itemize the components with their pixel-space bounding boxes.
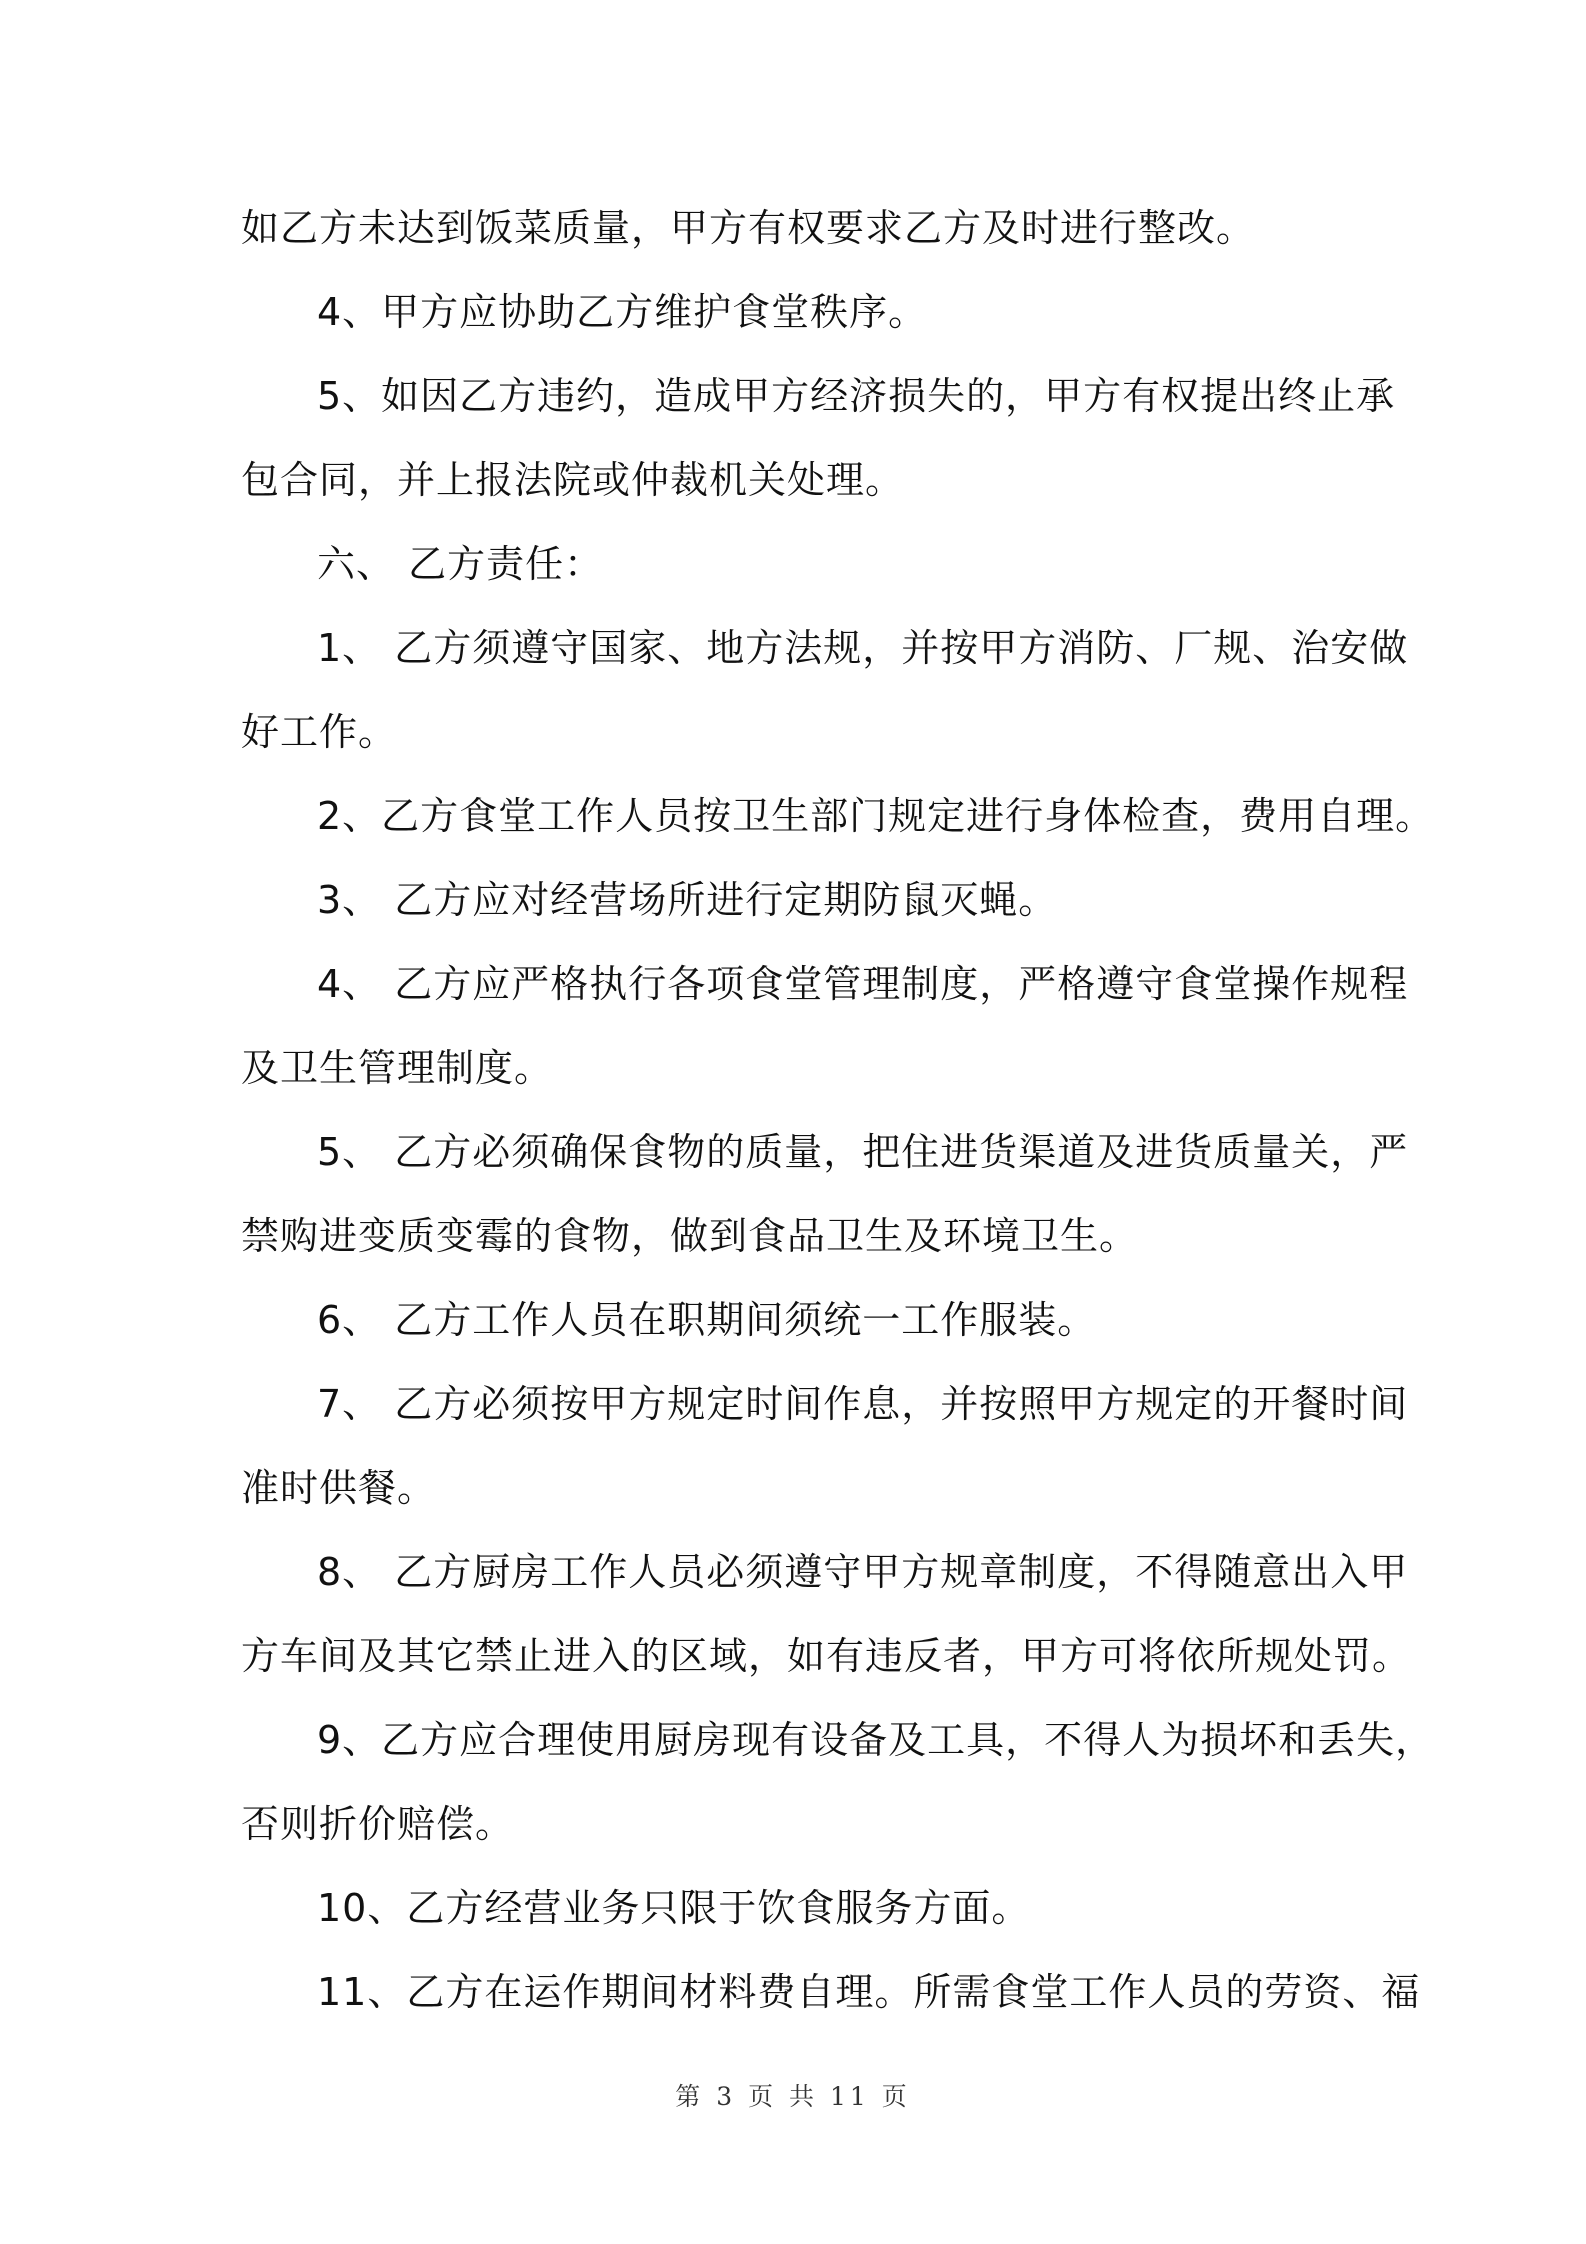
text-line: 如乙方未达到饭菜质量，甲方有权要求乙方及时进行整改。 xyxy=(241,206,1256,250)
text-line: 5、 乙方必须确保食物的质量，把住进货渠道及进货质量关，严 xyxy=(317,1130,1409,1174)
text-line: 4、 乙方应严格执行各项食堂管理制度，严格遵守食堂操作规程 xyxy=(317,962,1409,1006)
text-line: 4、甲方应协助乙方维护食堂秩序。 xyxy=(317,290,928,334)
section-heading: 六、 乙方责任： xyxy=(317,542,604,586)
text-line: 8、 乙方厨房工作人员必须遵守甲方规章制度，不得随意出入甲 xyxy=(317,1550,1409,1594)
text-line: 禁购进变质变霉的食物，做到食品卫生及环境卫生。 xyxy=(241,1214,1139,1258)
text-line: 5、如因乙方违约，造成甲方经济损失的，甲方有权提出终止承 xyxy=(317,374,1396,418)
page-number-footer: 第 3 页 共 11 页 xyxy=(675,2082,911,2111)
text-line: 好工作。 xyxy=(241,710,398,754)
text-line: 准时供餐。 xyxy=(241,1466,437,1510)
text-line: 及卫生管理制度。 xyxy=(241,1046,554,1090)
text-line: 1、 乙方须遵守国家、地方法规，并按甲方消防、厂规、治安做 xyxy=(317,626,1409,670)
text-line: 否则折价赔偿。 xyxy=(241,1802,515,1846)
text-line: 11、乙方在运作期间材料费自理。所需食堂工作人员的劳资、福 xyxy=(317,1970,1421,2014)
text-line: 2、乙方食堂工作人员按卫生部门规定进行身体检查，费用自理。 xyxy=(317,794,1435,838)
text-line: 6、 乙方工作人员在职期间须统一工作服装。 xyxy=(317,1298,1097,1342)
text-line: 10、乙方经营业务只限于饮食服务方面。 xyxy=(317,1886,1031,1930)
text-line: 7、 乙方必须按甲方规定时间作息，并按照甲方规定的开餐时间 xyxy=(317,1382,1409,1426)
text-line: 3、 乙方应对经营场所进行定期防鼠灭蝇。 xyxy=(317,878,1058,922)
text-line: 方车间及其它禁止进入的区域，如有违反者，甲方可将依所规处罚。 xyxy=(241,1634,1412,1678)
text-line: 9、乙方应合理使用厨房现有设备及工具，不得人为损坏和丢失， xyxy=(317,1718,1435,1762)
text-line: 包合同，并上报法院或仲裁机关处理。 xyxy=(241,458,905,502)
